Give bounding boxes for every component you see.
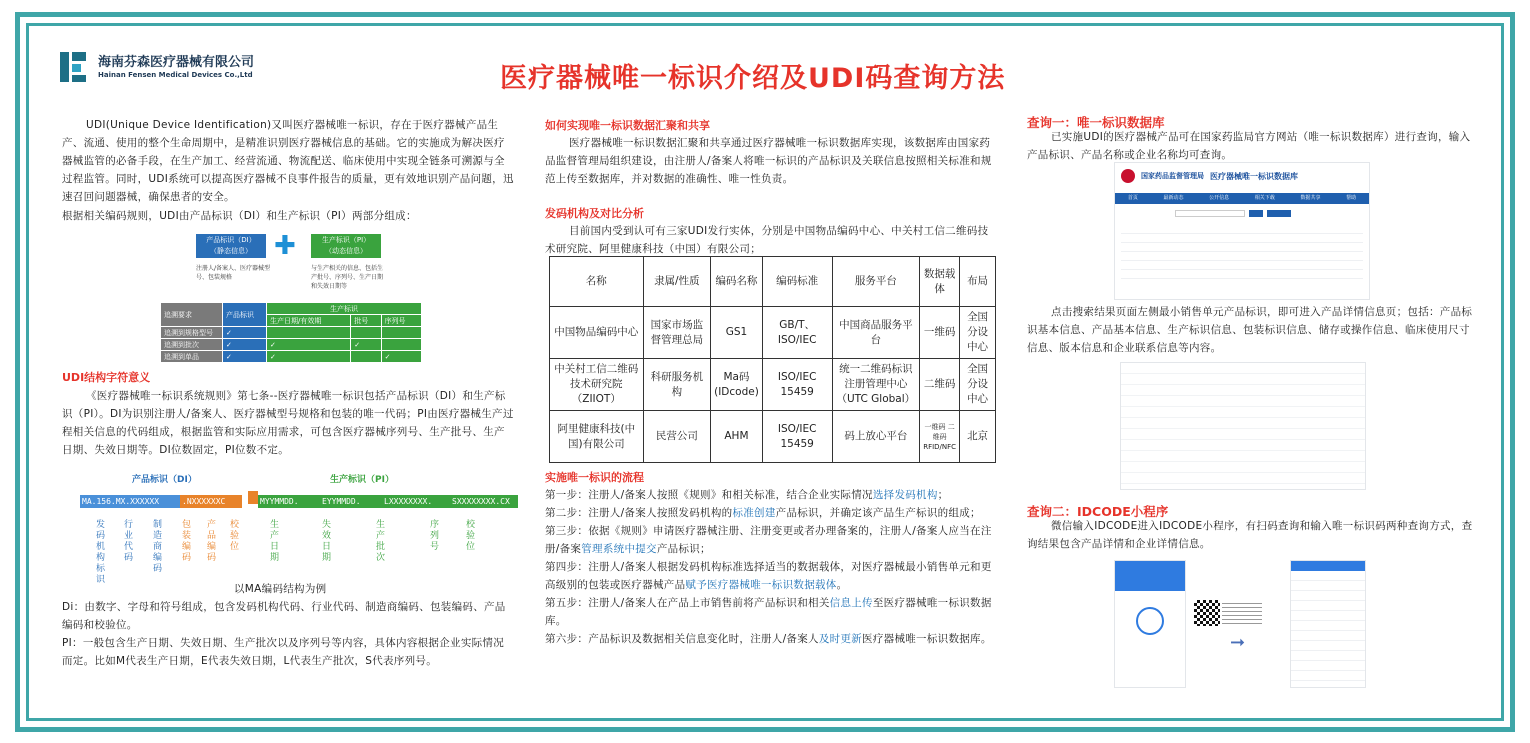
- grid-sub-serial: 序列号: [381, 315, 421, 327]
- code-label: 序列号: [430, 520, 440, 552]
- pi-box-desc: 与生产相关的信息、包括生产批号、序列号、生产日期和失效日期等: [311, 265, 384, 290]
- data-share-heading: 如何实现唯一标识数据汇聚和共享: [545, 119, 710, 132]
- step-1: 第一步：注册人/备案人按照《规则》和相关标准，结合企业实际情况选择发码机构；: [545, 489, 949, 501]
- code-caption: 以MA编码结构为例: [234, 583, 327, 595]
- code-label: 生产批次: [376, 520, 386, 563]
- table-cell: 民营公司: [643, 411, 711, 463]
- page-title: 医疗器械唯一标识介绍及UDI码查询方法: [500, 63, 1006, 94]
- table-cell: AHM: [711, 411, 763, 463]
- grid-header-pi: 生产标识: [267, 303, 422, 315]
- issuer-comparison-table: [549, 256, 996, 463]
- step-2: 第二步：注册人/备案人按照发码机构的标准创建产品标识，并确定该产品生产标识的组成；: [545, 507, 981, 519]
- db-site-title: 医疗器械唯一标识数据库: [1210, 171, 1298, 181]
- table-cell: 阿里健康科技(中国)有限公司: [550, 411, 644, 463]
- table-cell: 统一二维码标识注册管理中心（UTC Global）: [832, 359, 920, 411]
- table-header: 隶属/性质: [643, 257, 711, 307]
- db-site-header: [1115, 163, 1369, 183]
- db-search: [1175, 210, 1369, 217]
- nav-item[interactable]: 帮助: [1346, 195, 1357, 201]
- table-cell: 全国分设中心: [960, 307, 996, 359]
- table-header: 编码名称: [711, 257, 763, 307]
- structure-text: 《医疗器械唯一标识系统规则》第七条--医疗器械唯一标识包括产品标识（DI）和生产标识（PI）。DI为识别注册人/备案人、医疗器械型号规格和包装的唯一代码；PI由医疗器械生产过程相关信息的代码组成，根据监管和实际应用需求，可包含医疗器械序列号、生产批号、生产日期、失效日期等。DI位数固定，PI位数不定。: [62, 390, 514, 456]
- structure-heading: UDI结构字符意义: [62, 371, 151, 384]
- arrow-right-icon: ➞: [1230, 632, 1246, 653]
- table-header: 编码标准: [762, 257, 832, 307]
- grid-sub-batch: 批号: [351, 315, 381, 327]
- code-seg-pi: SXXXXXXXX.CX: [450, 495, 518, 508]
- app-header: [1291, 561, 1365, 571]
- step-5: 第五步：注册人/备案人在产品上市销售前将产品标识和相关信息上传至医疗器械唯一标识数据库。: [545, 597, 992, 627]
- step-6: 第六步：产品标识及数据相关信息变化时，注册人/备案人及时更新医疗器械唯一标识数据库。: [545, 633, 992, 645]
- code-pi-label: 生产标识（PI）: [330, 475, 394, 485]
- grid-sub-date: 生产日期/有效期: [267, 315, 351, 327]
- udi-composition: 根据相关编码规则，UDI由产品标识（DI）和生产标识（PI）两部分组成：: [62, 210, 417, 222]
- db-advanced-button[interactable]: [1267, 210, 1291, 217]
- grid-header-di: 产品标识: [223, 303, 267, 327]
- table-cell: GB/T、ISO/IEC: [762, 307, 832, 359]
- table-cell: 中国物品编码中心: [550, 307, 644, 359]
- idcode-result-screen: [1290, 560, 1366, 688]
- table-header: 服务平台: [832, 257, 920, 307]
- code-label: 校验位: [230, 520, 240, 552]
- nav-item[interactable]: 相关下载: [1254, 195, 1275, 201]
- code-di-label: 产品标识（DI）: [132, 475, 197, 485]
- plus-icon: ✚: [274, 231, 296, 261]
- table-cell: 二维码: [920, 359, 960, 411]
- nav-item[interactable]: 数据共享: [1300, 195, 1321, 201]
- scan-icon[interactable]: [1136, 607, 1164, 635]
- ma-code-bar: [80, 491, 518, 508]
- grid-row-label: 追溯到批次: [161, 339, 223, 351]
- issuer-text: 目前国内受到认可有三家UDI发行实体，分别是中国物品编码中心、中关村工信二维码技术研究院、阿里健康科技（中国）有限公司；: [545, 225, 989, 255]
- di-box-desc: 注册人/备案人、医疗器械型号、包装规格: [196, 265, 271, 281]
- table-cell: 科研服务机构: [643, 359, 711, 411]
- nav-item[interactable]: 公开信息: [1209, 195, 1230, 201]
- company-name-cn: 海南芬森医疗器械有限公司: [98, 55, 255, 70]
- db-search-button[interactable]: [1249, 210, 1263, 217]
- di-note: Di：由数字、字母和符号组成，包含发码机构代码、行业代码、制造商编码、包装编码、产品编码和校验位。: [62, 601, 506, 631]
- table-cell: 国家市场监督管理总局: [643, 307, 711, 359]
- code-label: 失效日期: [322, 520, 332, 563]
- query2-text: 微信输入IDCODE进入IDCODE小程序，有扫码查询和输入唯一标识码两种查询方式，查询结果包含产品详情和企业详情信息。: [1027, 520, 1473, 550]
- app-header: [1115, 561, 1185, 591]
- query1-text: 已实施UDI的医疗器械产品可在国家药监局官方网站（唯一标识数据库）进行查询，输入产品标识、产品名称或企业名称均可查询。: [1027, 131, 1471, 161]
- product-detail-screenshot: [1120, 362, 1366, 490]
- data-share-text: 医疗器械唯一标识数据汇聚和共享通过医疗器械唯一标识数据库实现，该数据库由国家药品监督管理局组织建设，由注册人/备案人将唯一标识的产品标识及关联信息按照相关标准和规范上传至数据库，并对数据的准确性、唯一性负责。: [545, 137, 992, 185]
- db-site-name: 国家药品监督管理局: [1141, 172, 1204, 180]
- table-header: 名称: [550, 257, 644, 307]
- label-text-block: [1222, 600, 1262, 626]
- code-label: 校验位: [466, 520, 476, 552]
- code-seg-pi: EYYMMDD.: [320, 495, 382, 508]
- query1-title: 查询一：唯一标识数据库: [1027, 115, 1165, 130]
- db-search-input[interactable]: [1175, 210, 1245, 217]
- code-label: 行业代码: [124, 520, 134, 563]
- code-label: 包装编码: [182, 520, 192, 563]
- table-cell: 全国分设中心: [960, 359, 996, 411]
- process-heading: 实施唯一标识的流程: [545, 471, 644, 484]
- db-result-table: [1121, 225, 1363, 285]
- table-cell: 码上放心平台: [832, 411, 920, 463]
- table-cell: 一维码: [920, 307, 960, 359]
- traceability-grid: 追溯要求 产品标识 生产标识 生产日期/有效期 批号 序列号 追溯到规格型号 ✓ 追溯到批次 ✓ ✓ ✓ 追溯到单品 ✓ ✓ ✓: [160, 302, 422, 363]
- table-cell: 中关村工信二维码技术研究院（ZIIOT）: [550, 359, 644, 411]
- emblem-icon: [1121, 169, 1135, 183]
- query1-detail-text: 点击搜索结果页面左侧最小销售单元产品标识，即可进入产品详情信息页；包括：产品标识基本信息、产品基本信息、生产标识信息、包装标识信息、储存或操作信息、临床使用尺寸信息、版本信息和企业联系信息等内容。: [1027, 306, 1473, 354]
- table-cell: 北京: [960, 411, 996, 463]
- nav-item[interactable]: 首页: [1127, 195, 1138, 201]
- udi-intro: UDI(Unique Device Identification)又叫医疗器械唯一标识，存在于医疗器械产品生产、流通、使用的整个生命周期中，是精准识别医疗器械信息的基础。它的实施成为解决医疗器械监管的必备手段，在生产加工、经营流通、物流配送、临床使用中实现全链条可溯源与全过程监管。同时，UDI系统可以提高医疗器械不良事件报告的质量，更有效地识别产品问题，迅速召回问题器械，确保患者的安全。: [62, 119, 514, 203]
- nav-item[interactable]: 最新动态: [1163, 195, 1184, 201]
- db-nav-bar: [1115, 193, 1369, 204]
- logo-mark-icon: [60, 52, 90, 82]
- idcode-app-screen: [1114, 560, 1186, 688]
- issuer-heading: 发码机构及对比分析: [545, 207, 644, 220]
- step-4: 第四步：注册人/备案人根据发码机构标准选择适当的数据载体，对医疗器械最小销售单元和更高级别的包装或医疗器械产品赋予医疗器械唯一标识数据载体。: [545, 561, 992, 591]
- grid-row-label: 追溯到单品: [161, 351, 223, 363]
- grid-header-trace: 追溯要求: [161, 303, 223, 327]
- code-seg-pi: MYYMMDD.: [258, 495, 320, 508]
- code-seg-di: MA.156.MX.XXXXXX: [80, 495, 180, 508]
- table-header: 数据载体: [920, 257, 960, 307]
- table-cell: GS1: [711, 307, 763, 359]
- table-cell: 一维码 二维码 RFID/NFC: [920, 411, 960, 463]
- company-name-en: Hainan Fensen Medical Devices Co.,Ltd: [98, 71, 253, 79]
- qr-code-icon: [1194, 600, 1220, 626]
- table-cell: 中国商品服务平台: [832, 307, 920, 359]
- code-label: 生产日期: [270, 520, 280, 563]
- di-box: 产品标识（DI） （静态信息）: [196, 234, 266, 258]
- code-seg-pi: LXXXXXXXX.: [382, 495, 450, 508]
- code-label: 发码机构标识: [96, 520, 106, 585]
- company-logo: [60, 52, 254, 82]
- udi-database-screenshot: [1114, 162, 1370, 300]
- query2-title: 查询二：IDCODE小程序: [1027, 504, 1169, 519]
- table-cell: Ma码(IDcode): [711, 359, 763, 411]
- pi-note: PI：一般包含生产日期、失效日期、生产批次以及序列号等内容，具体内容根据企业实际情况而定。比如M代表生产日期，E代表失效日期，L代表生产批次，S代表序列号。: [62, 637, 505, 667]
- table-cell: ISO/IEC 15459: [762, 359, 832, 411]
- code-label: 产品编码: [207, 520, 217, 563]
- pi-box: 生产标识（PI） （动态信息）: [311, 234, 381, 258]
- table-header: 布局: [960, 257, 996, 307]
- grid-row-label: 追溯到规格型号: [161, 327, 223, 339]
- process-steps: [545, 486, 997, 648]
- code-label: 制造商编码: [153, 520, 163, 574]
- table-cell: ISO/IEC 15459: [762, 411, 832, 463]
- step-3: 第三步：依据《规则》申请医疗器械注册、注册变更或者办理备案的，注册人/备案人应当在注册/备案管理系统中提交产品标识；: [545, 525, 992, 555]
- code-seg-di: .NXXXXXXC: [180, 495, 242, 508]
